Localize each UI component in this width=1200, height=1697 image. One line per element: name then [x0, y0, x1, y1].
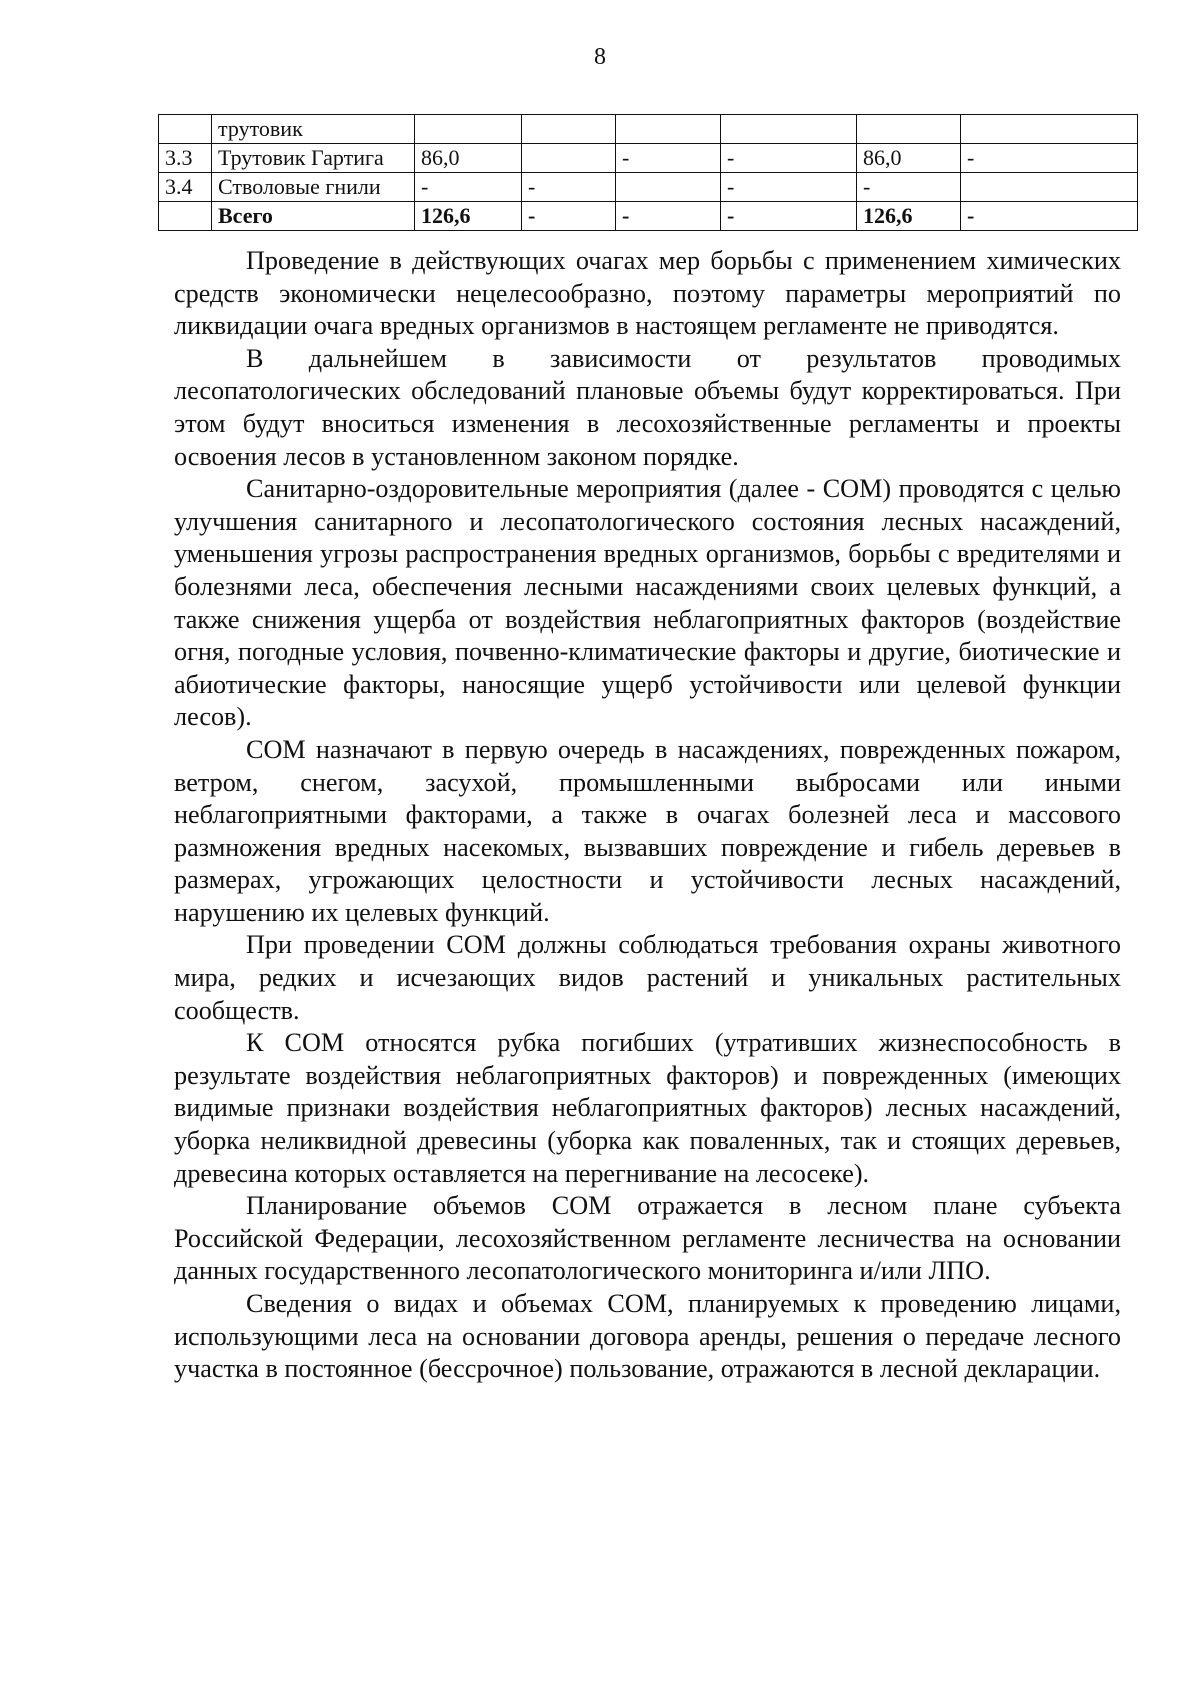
- table-cell: [522, 144, 616, 173]
- paragraph: При проведении СОМ должны соблюдаться требования охраны животного мира, редких и исчезающих видов растений и уникальных растительных сообществ.: [174, 930, 1121, 1025]
- paragraph: Санитарно-оздоровительные мероприятия (далее - СОМ) проводятся с целью улучшения санитарного и лесопатологического состояния лесных насаждений, уменьшения угрозы распространения вредных организмов, борьбы с вредителями и болезнями леса, обеспечения лесными насаждениями своих целевых функций, а также снижения ущерба от воздействия неблагоприятных факторов (воздействие огня, погодные условия, почвенно-климатические факторы и другие, биотические и абиотические факторы, наносящие ущерб устойчивости или целевой функции лесов).: [174, 474, 1121, 732]
- data-table: [158, 114, 1138, 231]
- table-cell: 3.4: [159, 173, 212, 202]
- table-row: [159, 115, 1138, 144]
- table-cell: 86,0: [415, 144, 522, 173]
- table-cell: Трутовик Гартига: [212, 144, 415, 173]
- table-cell: [522, 115, 616, 144]
- table-cell: 86,0: [857, 144, 961, 173]
- table-cell: [415, 115, 522, 144]
- table-cell: 126,6: [415, 202, 522, 231]
- table-cell: [721, 115, 857, 144]
- table-cell: -: [721, 144, 857, 173]
- table-cell: -: [961, 202, 1138, 231]
- paragraph: Сведения о видах и объемах СОМ, планируемых к проведению лицами, использующими леса на основании договора аренды, решения о передаче лесного участка в постоянное (бессрочное) пользование, отражаются в лесной декларации.: [174, 1289, 1121, 1384]
- paragraph: В дальнейшем в зависимости от результатов проводимых лесопатологических обследований плановые объемы будут корректироваться. При этом будут вноситься изменения в лесохозяйственные регламенты и проекты освоения лесов в установленном законом порядке.: [174, 343, 1121, 471]
- table-cell: -: [721, 173, 857, 202]
- table-row-total: [159, 202, 1138, 231]
- paragraph: К СОМ относятся рубка погибших (утративших жизнеспособность в результате воздействия неблагоприятных факторов) и поврежденных (имеющих видимые признаки воздействия неблагоприятных факторов) лесных насаждений, уборка неликвидной древесины (уборка как поваленных, так и стоящих деревьев, древесина которых оставляется на перегнивание на лесосеке).: [174, 1028, 1121, 1188]
- table-cell: -: [415, 173, 522, 202]
- table-cell: [159, 202, 212, 231]
- table-row: [159, 173, 1138, 202]
- table-cell: -: [961, 144, 1138, 173]
- paragraph: Планирование объемов СОМ отражается в лесном плане субъекта Российской Федерации, лесохозяйственном регламенте лесничества на основании данных государственного лесопатологического мониторинга и/или ЛПО.: [174, 1191, 1121, 1286]
- table-cell: 3.3: [159, 144, 212, 173]
- table-cell: -: [616, 144, 721, 173]
- table-cell: -: [522, 173, 616, 202]
- page-number: 8: [594, 44, 606, 70]
- table-cell: -: [522, 202, 616, 231]
- table-cell: [616, 115, 721, 144]
- table-cell: Всего: [212, 202, 415, 231]
- table-cell: -: [721, 202, 857, 231]
- table-cell: трутовик: [212, 115, 415, 144]
- body-text: [174, 245, 1121, 1386]
- table-cell: [616, 173, 721, 202]
- table-cell: [961, 173, 1138, 202]
- table-cell: [961, 115, 1138, 144]
- paragraph: СОМ назначают в первую очередь в насаждениях, поврежденных пожаром, ветром, снегом, засухой, промышленными выбросами или иными неблагоприятными факторами, а также в очагах болезней леса и массового размножения вредных насекомых, вызвавших повреждение и гибель деревьев в размерах, угрожающих целостности и устойчивости лесных насаждений, нарушению их целевых функций.: [174, 734, 1121, 927]
- paragraph: Проведение в действующих очагах мер борьбы с применением химических средств экономически нецелесообразно, поэтому параметры мероприятий по ликвидации очага вредных организмов в настоящем регламенте не приводятся.: [174, 246, 1121, 341]
- table-cell: [159, 115, 212, 144]
- table-cell: [857, 115, 961, 144]
- table-row: [159, 144, 1138, 173]
- table-cell: -: [857, 173, 961, 202]
- table-cell: 126,6: [857, 202, 961, 231]
- table-cell: -: [616, 202, 721, 231]
- table-cell: Стволовые гнили: [212, 173, 415, 202]
